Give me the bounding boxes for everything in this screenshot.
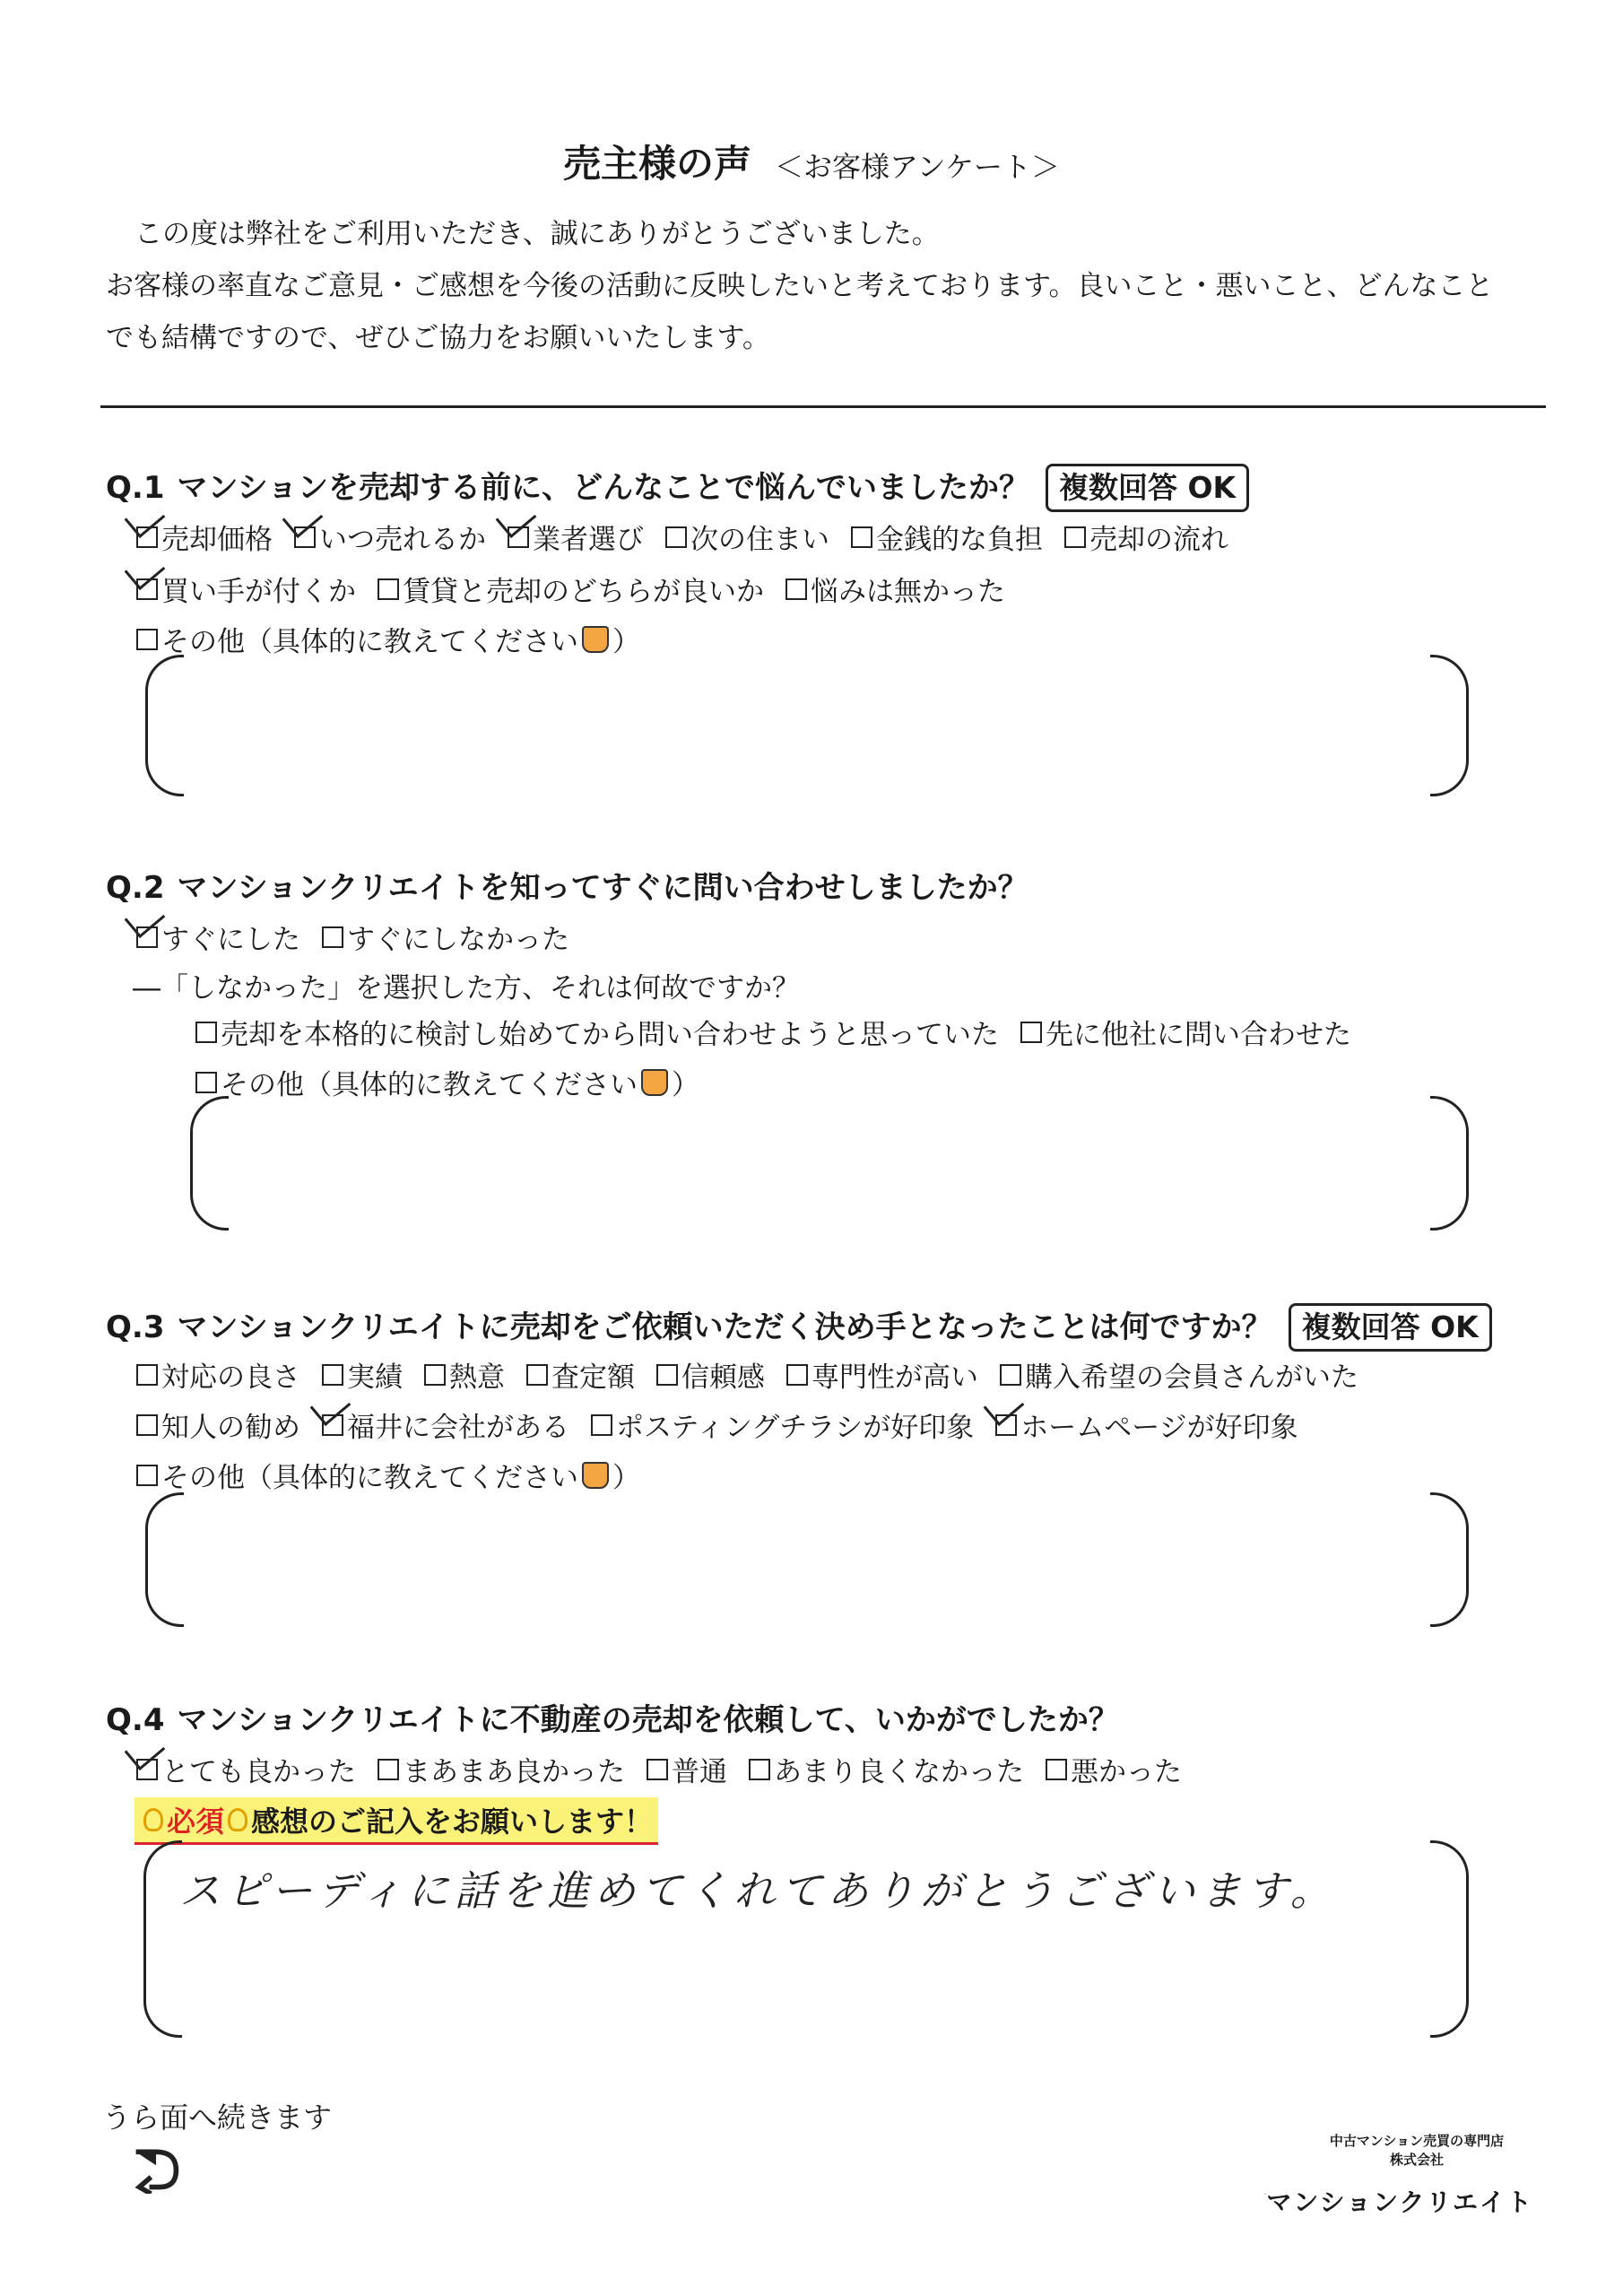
option-item[interactable] [785, 569, 1005, 609]
required-text: 感想のご記入をお願いします！ [251, 1805, 654, 1839]
checkbox[interactable] [1020, 1022, 1042, 1043]
option-item[interactable] [851, 517, 1043, 557]
option-label: 悪かった [1071, 1756, 1182, 1788]
q2-followup-options [195, 1012, 1373, 1052]
checkbox[interactable] [322, 1364, 343, 1386]
option-label: 普通 [672, 1756, 727, 1788]
option-item[interactable] [322, 1405, 569, 1445]
q1-number: Q.1 [106, 470, 165, 506]
left-bracket [145, 655, 184, 796]
option-label: あまり良くなかった [774, 1756, 1024, 1788]
option-item[interactable] [136, 917, 300, 957]
right-bracket [1430, 1096, 1469, 1231]
q2-other-label: その他（具体的に教えてください [221, 1069, 638, 1101]
pointing-finger-icon [582, 626, 609, 653]
option-item[interactable] [508, 517, 644, 557]
option-item[interactable] [656, 1354, 765, 1395]
option-item[interactable] [136, 569, 356, 609]
q1-other-checkbox[interactable] [136, 629, 158, 650]
checkbox-checked[interactable] [294, 526, 316, 548]
checkbox[interactable] [647, 1759, 668, 1780]
q3-badge: 複数回答 OK [1289, 1303, 1492, 1352]
checkbox[interactable] [591, 1414, 612, 1436]
option-label: 購入希望の会員さんがいた [1025, 1361, 1358, 1394]
checkbox[interactable] [378, 578, 399, 600]
option-label: 売却価格 [161, 524, 273, 556]
q1-heading [106, 463, 1249, 512]
q3-options-row-2 [136, 1405, 1320, 1445]
option-item[interactable] [591, 1405, 974, 1445]
required-word: 必須 [167, 1805, 225, 1839]
option-label: 対応の良さ [161, 1361, 300, 1394]
checkbox-checked[interactable] [136, 1759, 158, 1780]
option-item[interactable] [136, 1354, 300, 1395]
logo-name: マンションクリエイト [1266, 2187, 1533, 2217]
option-label: 先に他社に問い合わせた [1046, 1019, 1351, 1051]
logo-company-type: 株式会社 [1389, 2152, 1444, 2168]
q1-answer-box[interactable] [145, 655, 1469, 796]
option-item[interactable] [749, 1749, 1024, 1789]
option-label: 賃貸と売却のどちらが良いか [403, 576, 764, 608]
q1-other-label: その他（具体的に教えてください [161, 626, 578, 658]
lightbulb-icon [228, 1808, 247, 1831]
q2-other-close: ） [672, 1069, 699, 1101]
q3-other-checkbox[interactable] [136, 1465, 158, 1486]
checkbox[interactable] [665, 526, 687, 548]
q2-followup: ―「しなかった」を選択した方、それは何故ですか？ [133, 972, 800, 1004]
q1-options-row-2 [136, 569, 1027, 609]
checkbox[interactable] [749, 1759, 770, 1780]
q2-question: マンションクリエイトを知ってすぐに問い合わせしましたか？ [177, 870, 1028, 906]
divider [100, 405, 1546, 408]
option-item[interactable] [378, 1749, 625, 1789]
checkbox[interactable] [785, 578, 807, 600]
page-title [0, 135, 1623, 188]
option-item[interactable] [665, 517, 829, 557]
q1-badge: 複数回答 OK [1046, 464, 1249, 512]
option-item[interactable] [786, 1354, 978, 1395]
option-item[interactable] [294, 517, 486, 557]
q2-heading [106, 863, 1028, 907]
option-label: すぐにした [161, 924, 300, 956]
option-item[interactable] [424, 1354, 505, 1395]
checkbox[interactable] [851, 526, 872, 548]
left-bracket [145, 1492, 184, 1627]
q3-answer-box[interactable] [145, 1492, 1469, 1627]
q4-handwritten-answer: スピーディに話を進めてくれてありがとうございます。 [179, 1866, 1337, 1915]
option-item[interactable] [1020, 1012, 1351, 1052]
intro-line-3: でも結構ですので、ぜひご協力をお願いいたします。 [106, 322, 770, 354]
option-label: まあまあ良かった [403, 1756, 625, 1788]
option-item[interactable] [1000, 1354, 1358, 1395]
option-item[interactable] [1064, 517, 1228, 557]
title-subtitle: ＜お客様アンケート＞ [774, 150, 1061, 184]
option-label: いつ売れるか [319, 524, 486, 556]
checkbox[interactable] [526, 1364, 548, 1386]
option-label: 査定額 [551, 1361, 635, 1394]
q4-number: Q.4 [106, 1702, 165, 1738]
checkbox[interactable] [786, 1364, 808, 1386]
option-item[interactable] [195, 1012, 999, 1052]
turn-page-arrow-icon [131, 2144, 181, 2194]
title-main: 売主様の声 [562, 142, 751, 186]
q3-other-label: その他（具体的に教えてください [161, 1462, 578, 1494]
q3-number: Q.3 [106, 1309, 165, 1345]
option-item[interactable] [995, 1405, 1298, 1445]
option-label: 売却の流れ [1089, 524, 1228, 556]
option-label: とても良かった [161, 1756, 356, 1788]
q4-question: マンションクリエイトに不動産の売却を依頼して、いかがでしたか？ [177, 1702, 1119, 1738]
left-bracket [190, 1096, 229, 1231]
required-banner [135, 1797, 658, 1845]
q1-other-close: ） [612, 626, 640, 658]
option-label: 買い手が付くか [161, 576, 356, 608]
option-label: 売却を本格的に検討し始めてから問い合わせようと思っていた [221, 1019, 999, 1051]
checkbox[interactable] [656, 1364, 678, 1386]
company-logo [1264, 2131, 1533, 2219]
right-bracket [1430, 655, 1469, 796]
option-label: 熱意 [449, 1361, 505, 1394]
option-label: 実績 [347, 1361, 403, 1394]
checkbox[interactable] [1064, 526, 1086, 548]
q1-other [136, 619, 640, 659]
option-item[interactable] [322, 917, 569, 957]
option-label: ホームページが好印象 [1020, 1412, 1298, 1444]
option-label: 信頼感 [681, 1361, 765, 1394]
intro-line-2: お客様の率直なご意見・ご感想を今後の活動に反映したいと考えております。良いこと・悪いこと、どんなこと [106, 270, 1494, 302]
q3-options-row-1 [136, 1354, 1380, 1395]
checkbox[interactable] [195, 1022, 217, 1043]
option-label: すぐにしなかった [347, 924, 569, 956]
checkbox-checked[interactable] [322, 1414, 343, 1436]
left-bracket [143, 1840, 182, 2038]
checkbox-checked[interactable] [995, 1414, 1017, 1436]
q3-question: マンションクリエイトに売却をご依頼いただく決め手となったことは何ですか？ [177, 1309, 1272, 1345]
q3-other [136, 1455, 640, 1495]
checkbox-checked[interactable] [136, 526, 158, 548]
option-label: 次の住まい [690, 524, 829, 556]
option-item[interactable] [1046, 1749, 1182, 1789]
option-label: 福井に会社がある [347, 1412, 569, 1444]
q4-required-note [135, 1797, 658, 1845]
option-item[interactable] [647, 1749, 727, 1789]
q2-answer-box[interactable] [190, 1096, 1469, 1231]
option-item[interactable] [136, 517, 273, 557]
option-label: 専門性が高い [812, 1361, 978, 1394]
q2-number: Q.2 [106, 870, 165, 906]
q1-question: マンションを売却する前に、どんなことで悩んでいましたか？ [177, 470, 1029, 506]
q4-heading [106, 1695, 1119, 1739]
intro-line-1: この度は弊社をご利用いただき、誠にありがとうございました。 [135, 218, 940, 250]
q2-other-checkbox[interactable] [195, 1072, 217, 1093]
checkbox[interactable] [322, 926, 343, 948]
checkbox[interactable] [136, 1414, 158, 1436]
pointing-finger-icon [641, 1069, 668, 1096]
q1-options-row-1 [136, 517, 1250, 557]
option-label: 金銭的な負担 [876, 524, 1043, 556]
option-label: 悩みは無かった [811, 576, 1005, 608]
right-bracket [1430, 1492, 1469, 1627]
checkbox-checked[interactable] [136, 578, 158, 600]
option-label: 業者選び [533, 524, 644, 556]
option-label: ポスティングチラシが好印象 [616, 1412, 975, 1444]
option-item[interactable] [526, 1354, 635, 1395]
q3-heading [106, 1302, 1492, 1352]
checkbox[interactable] [424, 1364, 446, 1386]
option-item[interactable] [136, 1749, 356, 1789]
checkbox-checked[interactable] [136, 926, 158, 948]
checkbox-checked[interactable] [508, 526, 529, 548]
logo-tagline: 中古マンション売買の専門店 [1329, 2133, 1505, 2149]
lightbulb-icon [143, 1808, 163, 1831]
q3-other-close: ） [612, 1462, 640, 1494]
checkbox[interactable] [1000, 1364, 1021, 1386]
option-item[interactable] [136, 1405, 300, 1445]
continue-note: うら面へ続きます [102, 2100, 333, 2135]
q4-options [136, 1749, 1203, 1789]
q2-options [136, 917, 591, 957]
option-item[interactable] [378, 569, 764, 609]
checkbox[interactable] [1046, 1759, 1067, 1780]
checkbox[interactable] [136, 1364, 158, 1386]
checkbox[interactable] [378, 1759, 399, 1780]
right-bracket [1430, 1840, 1469, 2038]
pointing-finger-icon [582, 1462, 609, 1489]
option-label: 知人の勧め [161, 1412, 300, 1444]
